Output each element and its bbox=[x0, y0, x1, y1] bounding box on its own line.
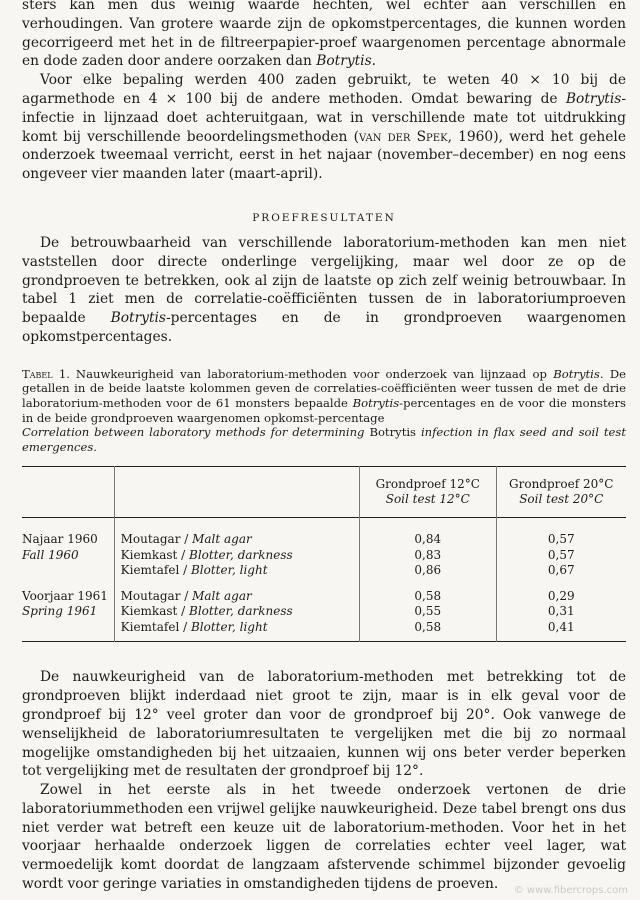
italic-term: Botrytis bbox=[110, 310, 167, 327]
value-20-cell: 0,41 bbox=[496, 620, 626, 642]
method-cell: Moutagar / Malt agar bbox=[114, 518, 359, 548]
table-row bbox=[22, 548, 626, 564]
season-cell: Spring 1961 bbox=[22, 604, 98, 619]
value-20-cell: 0,57 bbox=[496, 548, 626, 564]
results-paragraph: De betrouwbaarheid van verschillende laboratorium-methoden kan men niet vaststellen door directe onderlinge vergelijking, maar wel door ze op de grondproeven te betrekken, ook al zijn de laatste op zich zelf weinig betrouwbaar. In tabel 1 ziet men de correlatie-coëfficiënten tussen de in laboratoriumproeven bepaalde Botrytis-percentages en de in grondproeven waargenomen opkomstpercentages. bbox=[22, 234, 627, 345]
value-12-cell: 0,83 bbox=[360, 548, 496, 564]
value-12-cell: 0,58 bbox=[360, 589, 496, 605]
method-cell: Kiemtafel / Blotter, light bbox=[114, 620, 359, 642]
value-20-cell: 0,31 bbox=[496, 604, 626, 620]
header-soil-test-12: Grondproef 12°C Soil test 12°C bbox=[360, 467, 496, 518]
season-cell: Najaar 1960 bbox=[22, 532, 98, 547]
intro-text: sters kan men dus weinig waarde hechten, wel echter aan verschillen en verhoudingen. Van grotere waarde zijn de opkomstpercentages, die kunnen worden gecorrigeerd met het in de filtreerpapier-proef waargenomen percentage abnormale en dode zaden door andere oorzaken dan bbox=[22, 0, 626, 70]
table-row bbox=[22, 620, 626, 642]
value-12-cell: 0,55 bbox=[360, 604, 496, 620]
season-cell: Voorjaar 1961 bbox=[22, 588, 108, 603]
watermark: © www.fibercrops.com bbox=[513, 885, 628, 896]
section-title: PROEFRESULTATEN bbox=[252, 211, 396, 224]
method-cell: Moutagar / Malt agar bbox=[114, 589, 359, 605]
conclusion-paragraph-1: De nauwkeurigheid van de laboratorium-methoden met betrekking tot de grondproeven blijkt inderdaad niet groot te zijn, maar is in elk geval voor de grondproef bij 12° veel groter dan voor de grondproef bij 20°. Ook vanwege de wenselijkheid de laboratoriumresultaten te vergelijken met die bij zo normaal mogelijke omstandigheden bij het uitzaaien, kunnen wij ons beter verder beperken tot vergelijking met de resultaten der grondproef bij 12°. bbox=[22, 669, 626, 780]
value-20-cell: 0,67 bbox=[496, 563, 626, 579]
value-12-cell: 0,86 bbox=[360, 563, 496, 579]
table-row bbox=[22, 604, 626, 620]
italic-term: Botrytis bbox=[565, 90, 622, 107]
page bbox=[22, 0, 626, 894]
correlation-table bbox=[22, 466, 626, 642]
intro-paragraph-2: Voor elke bepaling werden 400 zaden gebruikt, te weten 40 × 10 bij de agarmethode en 4 × 100 bij de andere methoden. Omdat bewaring de Botrytis-infectie in lijnzaad doet achteruitgaan, wat in verschillende mate tot uitdrukking komt bij verschillende beoordelingsmethoden (van der Spek, 1960), werd het gehele onderzoek tweemaal verricht, eerst in het najaar (november–december) en nog eens ongeveer vier maanden later (maart-april). bbox=[22, 72, 626, 183]
value-20-cell: 0,57 bbox=[496, 518, 626, 548]
table-header-row bbox=[22, 467, 626, 518]
intro-paragraph-1: sters kan men dus weinig waarde hechten, wel echter aan verschillen en verhoudingen. Van grotere waarde zijn de opkomstpercentages, die kunnen worden gecorrigeerd met het in de filtreerpapier-proef waargenomen percentage abnormale en dode zaden door andere oorzaken dan Botrytis. bbox=[22, 0, 626, 71]
method-cell: Kiemtafel / Blotter, light bbox=[114, 563, 359, 579]
table-caption-english: Correlation between laboratory methods for determining Botrytis infection in flax seed and soil test emergences. bbox=[22, 425, 626, 454]
table-row bbox=[22, 589, 626, 605]
italic-term: Botrytis bbox=[316, 53, 372, 70]
table-row bbox=[22, 563, 626, 579]
table-label: Tabel 1. bbox=[22, 366, 70, 381]
header-soil-test-20: Grondproef 20°C Soil test 20°C bbox=[496, 467, 626, 518]
author-citation: van der Spek bbox=[358, 128, 448, 145]
method-cell: Kiemkast / Blotter, darkness bbox=[114, 548, 359, 564]
method-cell: Kiemkast / Blotter, darkness bbox=[114, 604, 359, 620]
value-20-cell: 0,29 bbox=[496, 589, 626, 605]
season-cell: Fall 1960 bbox=[22, 547, 79, 562]
table-row bbox=[22, 518, 626, 548]
table-caption: Tabel 1. Nauwkeurigheid van laboratorium-methoden voor onderzoek van lijnzaad op Botrytis. De getallen in de beide laatste kolommen geven de correlaties-coëfficiënten weer tussen de met de drie laboratorium-methoden voor de 61 monsters bepaalde Botrytis-percentages en de voor die monsters in de beide grondproeven waargenomen opkomst-percentage Correlation between laboratory methods for determining Botrytis infection in flax seed and soil test emergences. bbox=[22, 366, 626, 454]
conclusion-paragraph-2: Zowel in het eerste als in het tweede onderzoek vertonen de drie laboratoriummethoden een vrijwel gelijke nauwkeurigheid. Deze tabel brengt ons dus niet verder wat betreft een keuze uit de laboratorium-methoden. Voor het in het voorjaar herhaalde onderzoek liggen de correlaties echter veel lager, wat vermoedelijk komt doordat de langzaam afstervende schimmel bijzonder gevoelig wordt voor geringe variaties in omstandigheden tijdens de proeven. bbox=[22, 782, 626, 893]
value-12-cell: 0,84 bbox=[360, 518, 496, 548]
value-12-cell: 0,58 bbox=[360, 620, 496, 642]
